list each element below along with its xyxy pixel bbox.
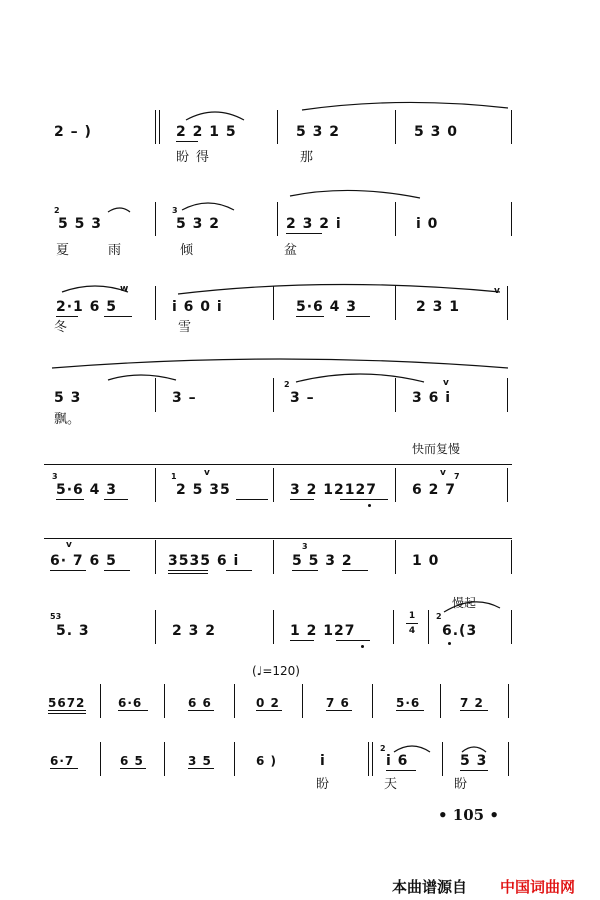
lyric: 夏	[56, 243, 70, 258]
note-group: 0 2	[256, 696, 280, 710]
lyric: 雪	[178, 320, 192, 335]
note-group: i 0	[416, 216, 439, 232]
lyric: 盼	[316, 777, 330, 792]
underline	[286, 233, 322, 234]
lyric: 盆	[284, 243, 298, 258]
underline	[226, 570, 252, 571]
underline	[336, 640, 370, 641]
underline	[460, 710, 488, 711]
note-group: 6·6	[118, 696, 143, 710]
barline	[428, 610, 429, 644]
underline	[168, 570, 208, 571]
barline	[302, 684, 303, 718]
underline	[342, 570, 368, 571]
underline	[188, 768, 214, 769]
site-name: 中国词曲网	[500, 878, 576, 896]
barline	[155, 202, 156, 236]
barline	[164, 684, 165, 718]
barline	[511, 540, 512, 574]
barline	[395, 468, 396, 502]
barline	[277, 202, 278, 236]
note-group: 7 2	[460, 696, 484, 710]
grace-note: 2	[436, 612, 442, 621]
underline	[188, 710, 214, 711]
note-group: 5·6 4 3	[296, 299, 358, 315]
note-group: 2 3 2	[172, 623, 216, 639]
staff-line	[44, 464, 512, 465]
breath-mark: v	[204, 468, 210, 478]
barline	[507, 286, 508, 320]
note-group: i	[320, 753, 326, 769]
low-octave-dot	[448, 642, 451, 645]
note-group: 2 2 1 5	[176, 124, 237, 140]
slur	[108, 208, 130, 212]
slur	[296, 374, 424, 382]
source-note: 本曲谱源自	[392, 878, 468, 896]
slur	[290, 190, 420, 198]
note-group: 1 2 127	[290, 623, 356, 639]
barline	[508, 684, 509, 718]
note-group: 6·7	[50, 754, 75, 768]
note-group: 2 3 2 i	[286, 216, 342, 232]
lyric: 天	[384, 777, 398, 792]
note-group: 5 3	[54, 390, 82, 406]
lyric: 得	[196, 150, 210, 165]
lyric: 盼	[176, 150, 190, 165]
grace-note: 2	[380, 744, 386, 753]
underline	[460, 770, 488, 771]
note-group: 2 – )	[54, 124, 92, 140]
time-sig-den: 4	[408, 626, 416, 636]
underline	[256, 710, 282, 711]
underline	[118, 710, 148, 711]
underline	[386, 770, 416, 771]
slur	[108, 375, 176, 380]
grace-note: 3	[302, 542, 308, 551]
underline	[50, 570, 86, 571]
note-group: 5 3 2	[296, 124, 340, 140]
breath-mark: v	[440, 468, 446, 478]
note-group: 5672	[48, 696, 86, 710]
barline	[442, 742, 443, 776]
note-group: 3 –	[172, 390, 197, 406]
underline	[104, 570, 130, 571]
breath-mark: v	[66, 540, 72, 550]
barline	[440, 684, 441, 718]
note-group: 6.(3	[442, 623, 478, 639]
note-group: 3 6 i	[412, 390, 452, 406]
grace-note: 3	[172, 206, 178, 215]
low-octave-dot	[361, 645, 364, 648]
note-group: 7 6	[326, 696, 350, 710]
breath-mark: v	[494, 286, 500, 296]
barline	[507, 378, 508, 412]
barline	[155, 110, 156, 144]
note-group: 3535 6 i	[168, 553, 240, 569]
barline	[508, 742, 509, 776]
underline	[104, 316, 132, 317]
slur	[178, 284, 500, 294]
barline	[511, 202, 512, 236]
barline	[273, 378, 274, 412]
tempo-text: 快而复慢	[412, 442, 461, 456]
note-group: 3 5	[188, 754, 212, 768]
note-group: 5 3 2	[176, 216, 220, 232]
underline	[326, 710, 352, 711]
barline	[100, 684, 101, 718]
staff-line	[44, 538, 512, 539]
barline	[395, 286, 396, 320]
note-group: 5 5 3	[58, 216, 102, 232]
underline	[56, 499, 84, 500]
barline	[155, 540, 156, 574]
note-group: 6 6	[188, 696, 212, 710]
note-group: 1 0	[412, 553, 440, 569]
underline	[396, 710, 424, 711]
lyric: 雨	[108, 243, 122, 258]
time-sig-bar	[406, 623, 418, 624]
grace-note: 53	[50, 612, 62, 621]
barline	[511, 110, 512, 144]
note-group: 2 3 1	[416, 299, 460, 315]
barline	[395, 202, 396, 236]
barline	[273, 286, 274, 320]
underline	[290, 499, 314, 500]
underline	[56, 316, 78, 317]
underline	[104, 499, 128, 500]
barline	[155, 610, 156, 644]
barline	[372, 684, 373, 718]
grace-note: 3	[52, 472, 58, 481]
barline	[511, 610, 512, 644]
underline	[236, 499, 268, 500]
underline	[346, 316, 370, 317]
underline	[48, 710, 86, 711]
barline	[273, 610, 274, 644]
grace-note: 1	[171, 472, 177, 481]
barline	[395, 378, 396, 412]
note-group: 3 –	[290, 390, 315, 406]
lyric: 倾	[180, 243, 194, 258]
note-group: 6· 7 6 5	[50, 553, 117, 569]
barline	[164, 742, 165, 776]
low-octave-dot	[368, 504, 371, 507]
note-group: 2·1 6 5	[56, 299, 118, 315]
underline	[296, 316, 324, 317]
lyric: 冬	[54, 320, 68, 335]
barline	[155, 468, 156, 502]
barline	[100, 742, 101, 776]
slur	[462, 747, 486, 752]
note-group: 5 3 0	[414, 124, 458, 140]
grace-note: 2	[54, 206, 60, 215]
slur	[182, 203, 234, 210]
grace-note: 2	[284, 380, 290, 389]
note-group: 5·6 4 3	[56, 482, 118, 498]
slur	[186, 112, 244, 120]
note-group: i 6 0 i	[172, 299, 223, 315]
lyric: 飘。	[54, 412, 81, 427]
underline	[48, 713, 86, 714]
lyric: 盼	[454, 777, 468, 792]
page-number: • 105 •	[438, 806, 499, 824]
slur	[302, 102, 508, 110]
breath-mark: v	[443, 378, 449, 388]
barline	[273, 540, 274, 574]
underline	[292, 570, 318, 571]
note-group: 6 )	[256, 754, 278, 768]
barline	[395, 110, 396, 144]
slur	[62, 286, 128, 292]
grace-note: 7	[454, 472, 460, 481]
underline	[176, 141, 198, 142]
tempo-marking: (♩=120)	[252, 664, 300, 678]
barline	[393, 610, 394, 644]
underline	[50, 768, 78, 769]
underline	[340, 499, 388, 500]
note-group: 5 5 3 2	[292, 553, 353, 569]
tempo-text: 慢起	[452, 596, 477, 610]
note-group: 5 3	[460, 753, 488, 769]
note-group: 5·6	[396, 696, 421, 710]
barline	[273, 468, 274, 502]
note-group: 5. 3	[56, 623, 90, 639]
barline	[155, 286, 156, 320]
barline	[507, 468, 508, 502]
note-group: 2 5 35	[176, 482, 231, 498]
underline	[120, 768, 146, 769]
note-group: 6 5	[120, 754, 144, 768]
slur	[52, 359, 508, 368]
note-group: 3 2 12127	[290, 482, 377, 498]
time-sig-num: 1	[408, 611, 416, 621]
barline	[368, 742, 369, 776]
lyric: 那	[300, 150, 314, 165]
barline	[159, 110, 160, 144]
note-group: i 6	[386, 753, 409, 769]
note-group: 6 2 7	[412, 482, 456, 498]
barline	[234, 742, 235, 776]
barline	[277, 110, 278, 144]
slur	[394, 746, 430, 752]
mordent-mark: w	[120, 284, 129, 294]
barline	[155, 378, 156, 412]
underline	[290, 640, 314, 641]
barline	[234, 684, 235, 718]
barline	[395, 540, 396, 574]
underline	[168, 573, 208, 574]
barline	[372, 742, 373, 776]
